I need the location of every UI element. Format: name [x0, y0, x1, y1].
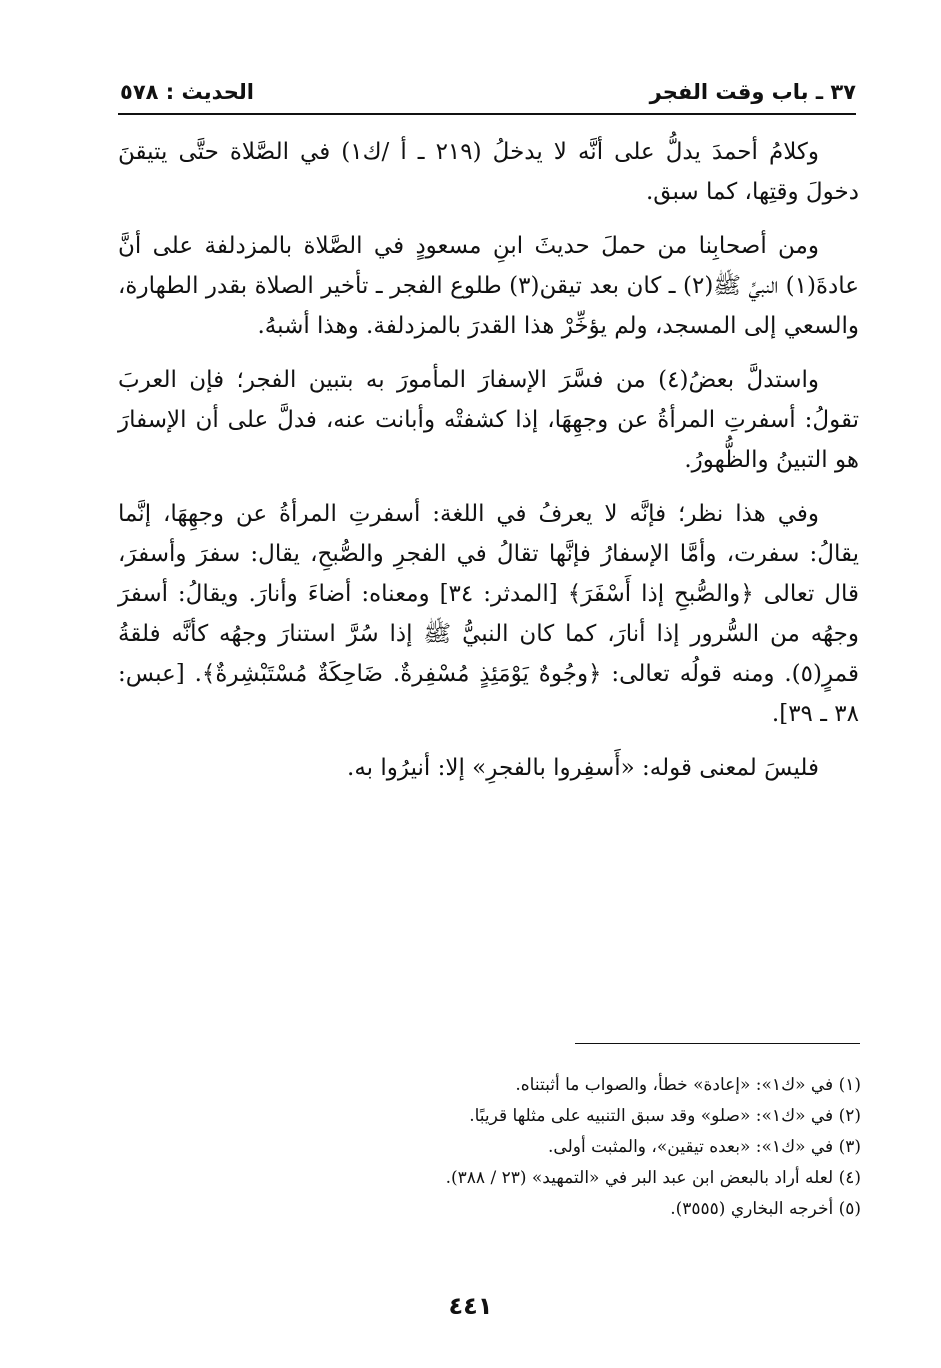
- page-number: ٤٤١: [448, 1292, 493, 1320]
- footnote: (٤) لعله أراد بالبعض ابن عبد البر في «التمهيد» (٢٣ / ٣٨٨).: [445, 1168, 861, 1188]
- main-text: [118, 132, 859, 802]
- hadith-number: الحديث : ٥٧٨: [120, 80, 254, 104]
- footnote-divider: [575, 1043, 860, 1044]
- chapter-title: ٣٧ ـ باب وقت الفجر: [649, 80, 856, 104]
- footnote: (١) في «ك١»: «إعادة» خطأ، والصواب ما أثبتناه.: [515, 1075, 861, 1095]
- header-divider: [118, 113, 856, 115]
- footnote: (٢) في «ك١»: «صلو» وقد سبق التنبيه على مثلها قريبًا.: [469, 1106, 861, 1126]
- paragraph: فليسَ لمعنى قوله: «أَسفِروا بالفجرِ» إلا: أنيرُوا به.: [347, 755, 819, 781]
- paragraph: ومن أصحابِنا من حملَ حديثَ ابنِ مسعودٍ في الصَّلاة بالمزدلفة على أنَّ عادةَ(١) النبيِّ ﷺ(٢) ـ كان بعد تيقن(٣) طلوع الفجر ـ تأخير الصلاة بقدر الطهارة، والسعي إلى المسجد، ولم يؤخِّرْ هذا القدرَ بالمزدلفة. وهذا أشبهُ.: [118, 233, 859, 339]
- paragraph: وفي هذا نظر؛ فإنَّه لا يعرفُ في اللغة: أسفرتِ المرأةُ عن وجهِهَا، إنَّما يقالُ: سفرت، وأمَّا الإسفارُ فإنَّها تقالُ في الفجرِ والصُّبحِ، يقال: سفرَ وأسفرَ، قال تعالى ﴿والصُّبحِ إذا أَسْفَرَ﴾ [المدثر: ٣٤] ومعناه: أضاءَ وأنارَ. ويقالُ: أسفرَ وجهُه من السُّرور إذا أنارَ، كما كان النبيُّ ﷺ إذا سُرَّ استنارَ وجهُه كأنَّه فلقةُ قمرٍ(٥). ومنه قولُه تعالى: ﴿وجُوهٌ يَوْمَئِذٍ مُسْفِرةٌ. ضَاحِكَةٌ مُسْتَبْشِرةٌ﴾. [عبس: ٣٨ ـ ٣٩].: [118, 501, 859, 727]
- footnote: (٥) أخرجه البخاري (٣٥٥٥).: [670, 1199, 861, 1219]
- footnote: (٣) في «ك١»: «بعده تيقين»، والمثبت أولى.: [548, 1137, 861, 1157]
- running-header: [120, 80, 856, 114]
- footnotes: [118, 1070, 861, 1225]
- paragraph: واستدلَّ بعضُ(٤) من فسَّرَ الإسفارَ المأمورَ به بتبين الفجر؛ فإن العربَ تقولُ: أسفرتِ المرأةُ عن وجهِهَا، إذا كشفتْه وأبانت عنه، فدلَّ على أن الإسفارَ هو التبينُ والظُّهورُ.: [118, 367, 859, 473]
- paragraph: وكلامُ أحمدَ يدلُّ على أنَّه لا يدخلُ (٢١٩ ـ أ /ك١) في الصَّلاة حتَّى يتيقنَ دخولَ وقتِها، كما سبق.: [118, 139, 859, 205]
